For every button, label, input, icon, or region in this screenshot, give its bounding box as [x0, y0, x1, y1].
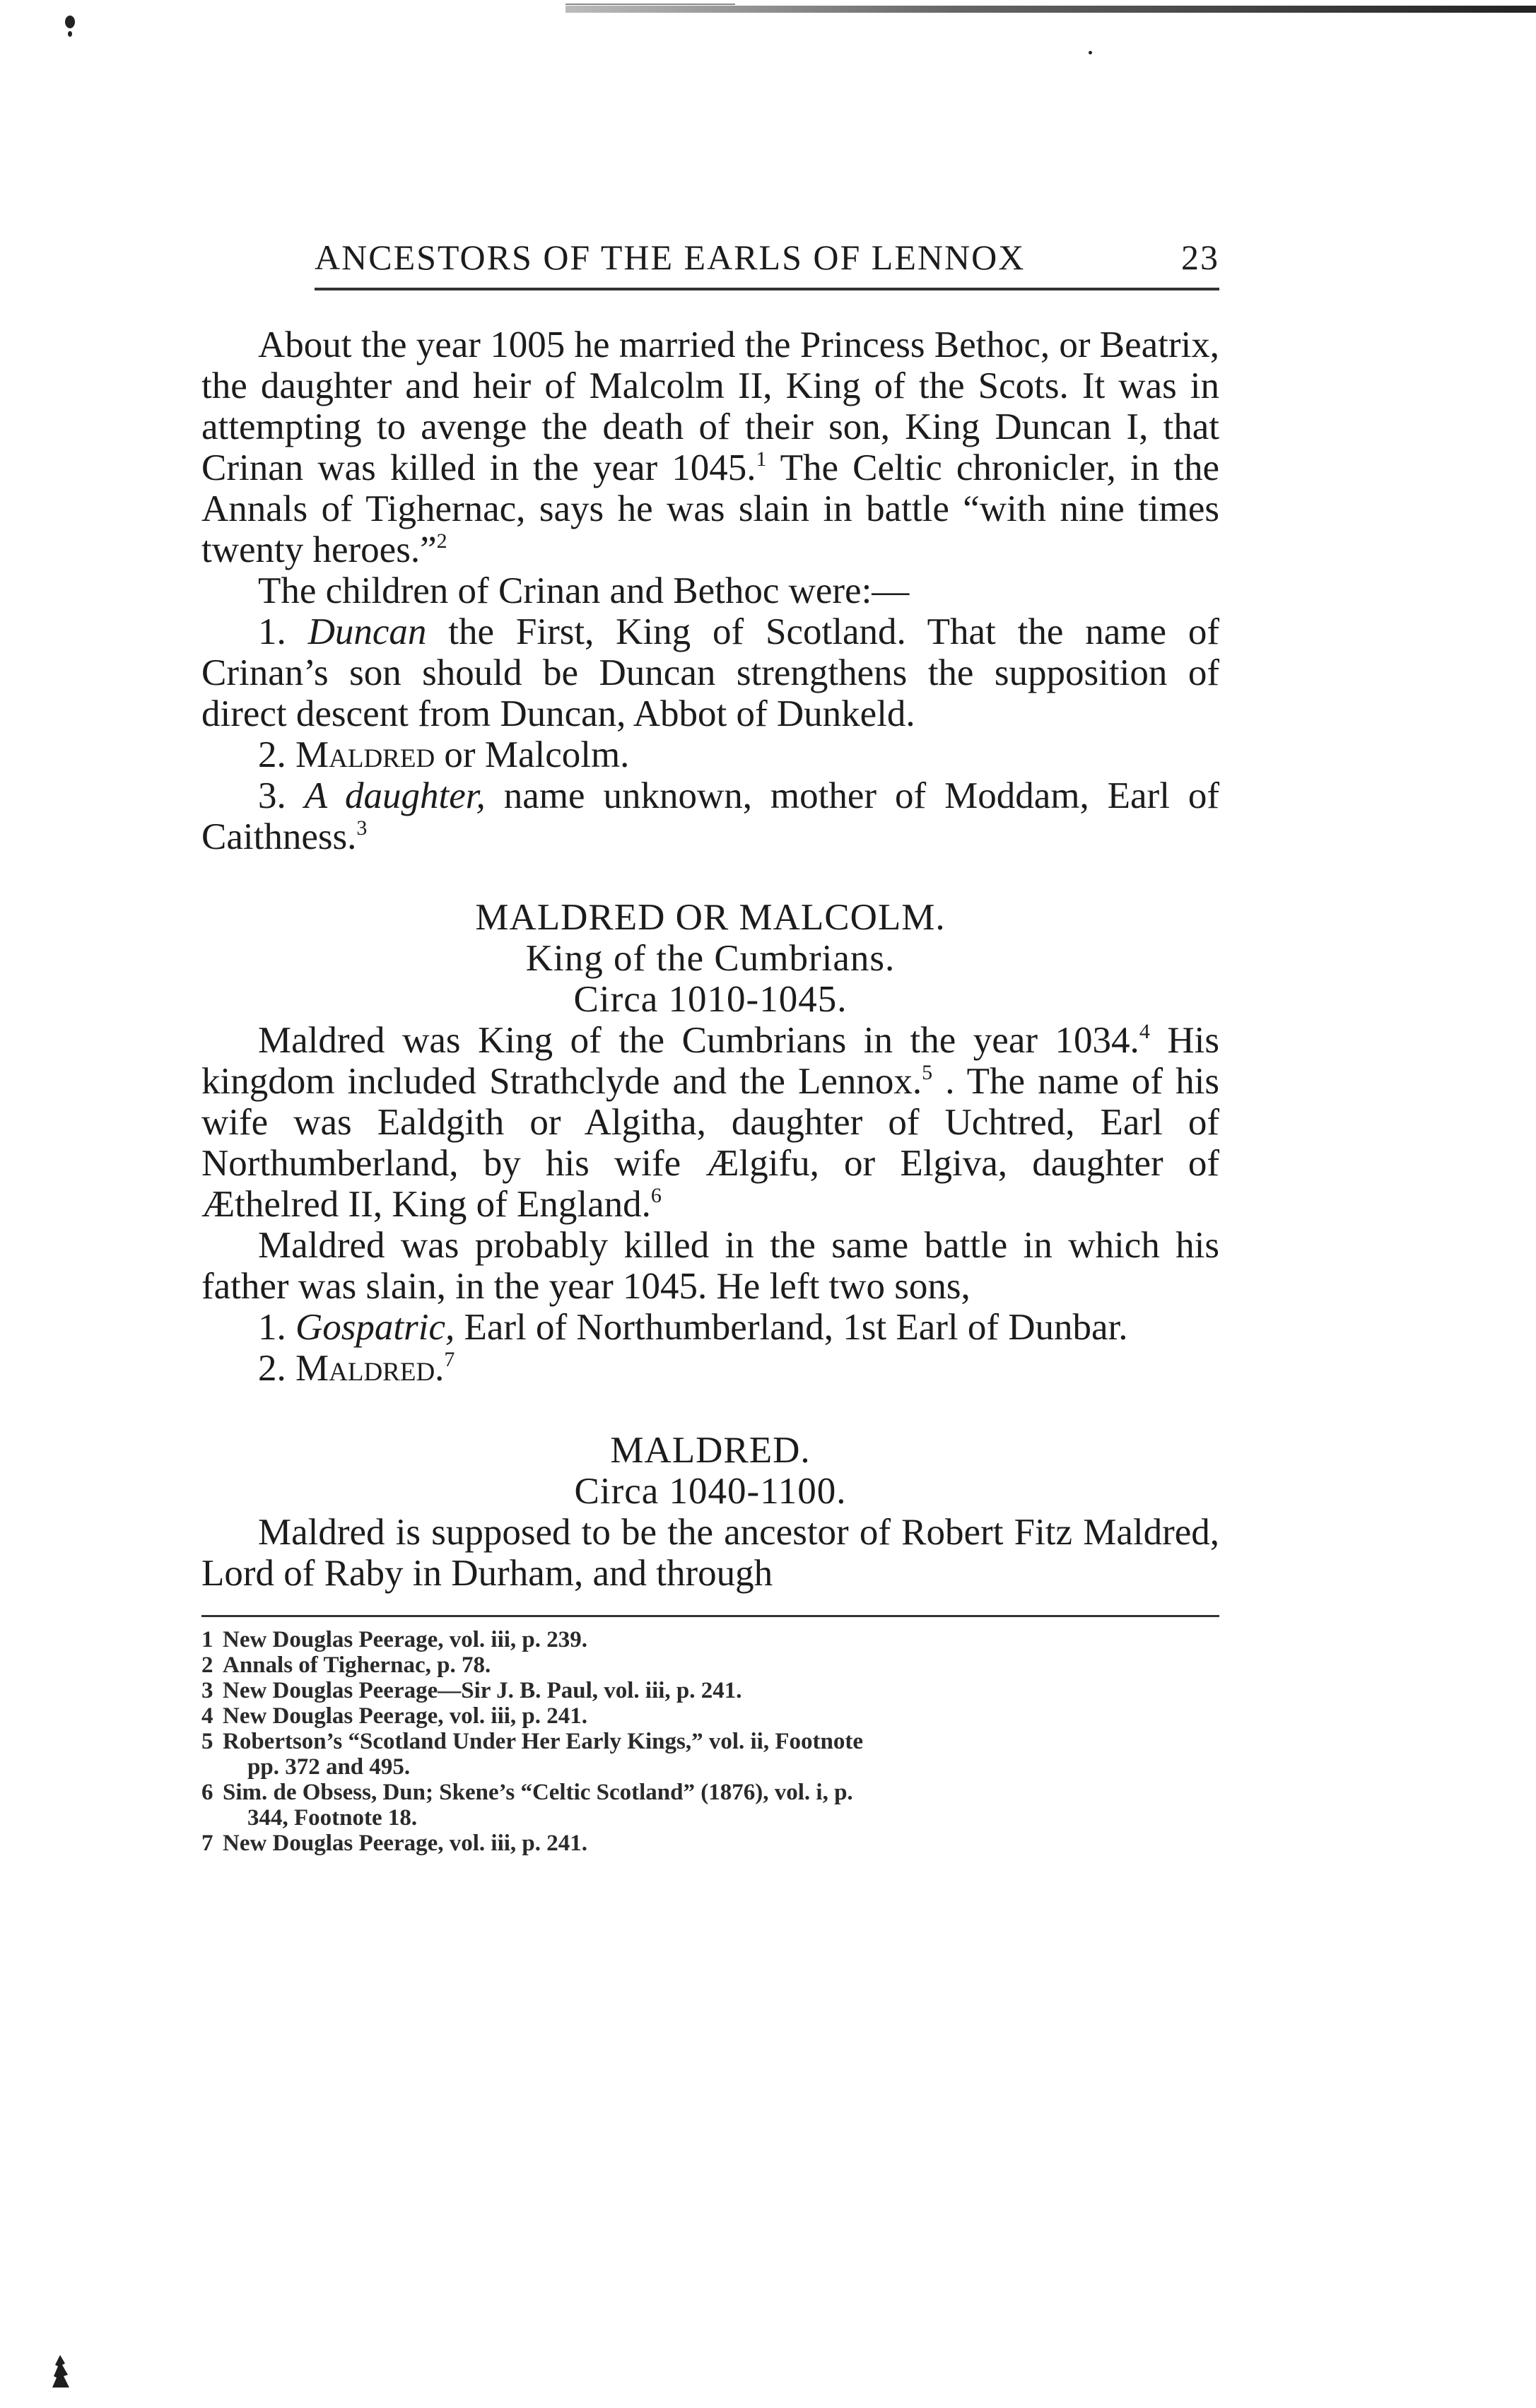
- footnote-rule: [201, 1615, 1219, 1617]
- person-name: Maldred.: [295, 1348, 445, 1389]
- footnote-ref: 3: [356, 816, 368, 840]
- text-run: Earl of Northumberland, 1st Earl of Dunbar.: [455, 1307, 1128, 1348]
- footnote: [201, 1627, 1219, 1652]
- paragraph: [201, 324, 1219, 570]
- running-header: [201, 237, 1219, 288]
- list-item: [201, 734, 1219, 775]
- person-name: A daughter,: [304, 775, 486, 816]
- text-run: About the year 1005 he married the Princess Bethoc, or Beatrix, the daughter and heir of Malcolm II, King of the Scots. It was in attempting to avenge the death of their son, King Duncan I, that Crinan was killed in the year 1045.: [201, 324, 1219, 488]
- text-run: His kingdom included Strathclyde and the Lennox.: [201, 1020, 1219, 1102]
- item-number: 1.: [258, 1307, 295, 1348]
- footnote-text: New Douglas Peerage, vol. iii, p. 241.: [223, 1831, 588, 1856]
- person-name: Maldred: [295, 734, 435, 775]
- text-run: . The name of his wife was Ealdgith or Algitha, daughter of Uchtred, Earl of Northumberland, by his wife Ælgifu, or Elgiva, daughter of Æthelred II, King of England.: [201, 1061, 1219, 1225]
- item-number: 1.: [258, 611, 308, 652]
- paragraph: Maldred was probably killed in the same battle in which his father was slain, in the year 1045. He left two sons,: [201, 1225, 1219, 1307]
- footnote-text: New Douglas Peerage, vol. iii, p. 241.: [223, 1703, 588, 1729]
- text-run: the First, King of Scotland. That the name of Crinan’s son should be Duncan strengthens the supposition of direct descent from Duncan, Abbot of Dunkeld.: [201, 611, 1219, 734]
- scan-speck: [68, 31, 72, 37]
- footnote-text: Robertson’s “Scotland Under Her Early Kings,” vol. ii, Footnote: [223, 1729, 863, 1754]
- footnote: [201, 1652, 1219, 1678]
- footnote-ref: 4: [1139, 1020, 1150, 1043]
- footnote-number: 4: [201, 1703, 213, 1729]
- person-name: Gospatric,: [295, 1307, 455, 1348]
- footnote-ref: 6: [650, 1184, 662, 1207]
- footnote-number: 7: [201, 1831, 213, 1856]
- text-run: name unknown, mother of Moddam, Earl of Caithness.: [201, 775, 1220, 857]
- section-subtitle: King of the Cumbrians.: [525, 938, 896, 979]
- footnote-continuation: pp. 372 and 495.: [247, 1754, 411, 1780]
- footnote-ref: 7: [444, 1348, 455, 1371]
- footnote-ref: 2: [436, 529, 447, 553]
- section-title: MALDRED.: [610, 1430, 811, 1471]
- footnote-continuation: 344, Footnote 18.: [247, 1805, 418, 1831]
- item-number: 2.: [258, 1348, 295, 1389]
- page-number: 23: [1181, 237, 1219, 277]
- list-item: [201, 1348, 1219, 1389]
- text-run: The Celtic chronicler, in the Annals of Tighernac, says he was slain in battle “with nine times twenty heroes.”: [201, 447, 1219, 570]
- footnote-text: Sim. de Obsess, Dun; Skene’s “Celtic Scotland” (1876), vol. i, p.: [223, 1780, 853, 1805]
- footnote-number: 2: [201, 1652, 213, 1678]
- scan-top-edge: [565, 6, 1536, 13]
- scan-speck: [65, 16, 75, 28]
- footnote-number: 6: [201, 1780, 213, 1805]
- list-item: [201, 775, 1219, 857]
- main-text: [201, 324, 1219, 1594]
- item-number: 2.: [258, 734, 295, 775]
- scan-speck: [1089, 51, 1092, 54]
- footnote: [201, 1831, 1219, 1856]
- footnote: [201, 1780, 1219, 1805]
- book-page: [201, 237, 1219, 1856]
- footnote-number: 5: [201, 1729, 213, 1754]
- paragraph: [201, 1020, 1219, 1225]
- footnote-ref: 1: [756, 447, 767, 471]
- running-title: ANCESTORS OF THE EARLS OF LENNOX: [315, 237, 1026, 277]
- footnote-number: 1: [201, 1627, 213, 1652]
- footnote-text: New Douglas Peerage—Sir J. B. Paul, vol. iii, p. 241.: [223, 1678, 742, 1703]
- footnote-number: 3: [201, 1678, 213, 1703]
- paragraph: The children of Crinan and Bethoc were:—: [258, 570, 910, 611]
- scan-edge-line: [565, 4, 735, 5]
- header-rule: [315, 288, 1219, 290]
- footnote: [201, 1703, 1219, 1729]
- item-number: 3.: [258, 775, 305, 816]
- section-dates: Circa 1010-1045.: [573, 979, 848, 1020]
- paragraph: Maldred is supposed to be the ancestor of Robert Fitz Maldred, Lord of Raby in Durham, and through: [201, 1512, 1219, 1594]
- list-item: [201, 1307, 1219, 1348]
- person-name: Duncan: [307, 611, 427, 652]
- text-run: or Malcolm.: [435, 734, 630, 775]
- scan-mark: [49, 2354, 71, 2389]
- list-item: [201, 611, 1219, 734]
- section-dates: Circa 1040-1100.: [574, 1471, 847, 1512]
- section-title: MALDRED OR MALCOLM.: [475, 897, 946, 938]
- footnote-ref: 5: [922, 1061, 933, 1084]
- footnote: [201, 1729, 1219, 1754]
- text-run: Maldred was King of the Cumbrians in the year 1034.: [258, 1020, 1139, 1061]
- footnote-text: Annals of Tighernac, p. 78.: [223, 1652, 491, 1678]
- footnote-text: New Douglas Peerage, vol. iii, p. 239.: [223, 1627, 588, 1652]
- footnotes: [201, 1627, 1219, 1856]
- footnote: [201, 1678, 1219, 1703]
